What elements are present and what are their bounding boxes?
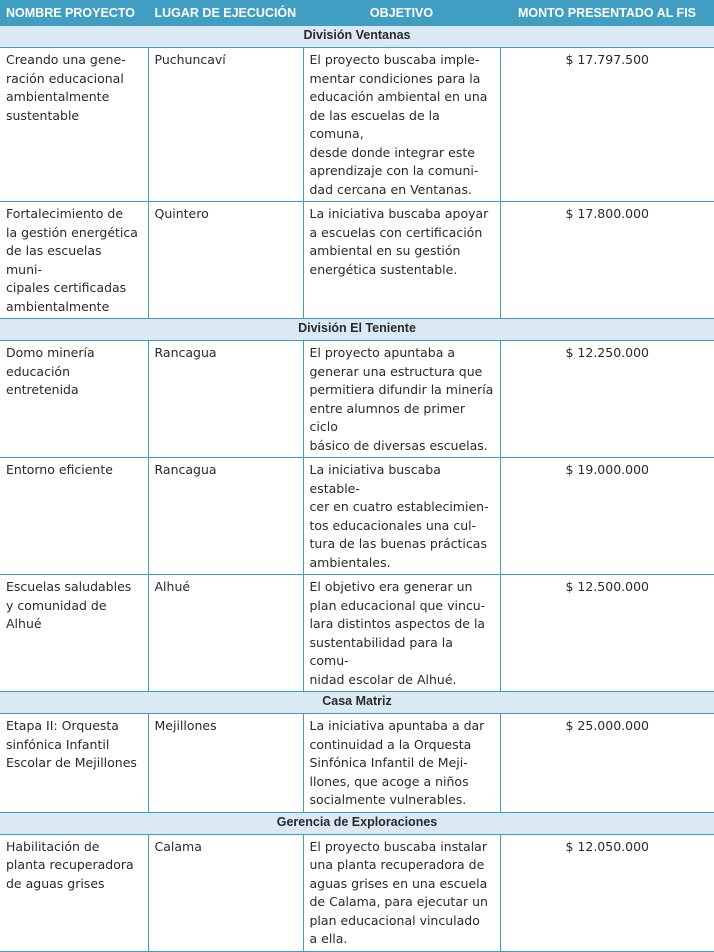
location-cell <box>148 202 303 319</box>
amount-cell <box>500 48 714 202</box>
amount-cell-text: $ 19.000.000 <box>565 462 649 477</box>
header-objective: OBJETIVO <box>303 0 500 26</box>
table-row <box>0 48 714 202</box>
location-cell <box>148 458 303 575</box>
table-row <box>0 575 714 692</box>
project-name-cell-text: Domo minería educación entretenida <box>6 345 95 397</box>
table-body <box>0 26 714 952</box>
section-row <box>0 812 714 834</box>
header-row <box>0 0 714 26</box>
objective-cell <box>303 48 500 202</box>
section-row <box>0 319 714 341</box>
section-title: División El Teniente <box>0 319 714 341</box>
header-amount: MONTO PRESENTADO AL FIS <box>500 0 714 26</box>
location-cell-text: Rancagua <box>154 345 217 360</box>
section-row <box>0 26 714 48</box>
objective-cell-text: El objetivo era generar un plan educacional que vincu- lara distintos aspectos de la sustentabilidad para la comu- nidad escolar de Alhué. <box>309 579 486 687</box>
location-cell-text: Rancagua <box>154 462 217 477</box>
table-header <box>0 0 714 26</box>
project-name-cell <box>0 575 148 692</box>
amount-cell-text: $ 12.250.000 <box>565 345 649 360</box>
table-row <box>0 341 714 458</box>
project-name-cell <box>0 48 148 202</box>
objective-cell <box>303 202 500 319</box>
project-name-cell <box>0 714 148 813</box>
table-row <box>0 202 714 319</box>
amount-cell <box>500 458 714 575</box>
amount-cell-text: $ 17.797.500 <box>565 52 649 67</box>
table-row <box>0 834 714 951</box>
location-cell <box>148 341 303 458</box>
amount-cell <box>500 202 714 319</box>
project-name-cell-text: Fortalecimiento de la gestión energética de las escuelas muni- cipales certificadas ambientalmente <box>6 206 138 314</box>
project-name-cell <box>0 458 148 575</box>
amount-cell-text: $ 25.000.000 <box>565 718 649 733</box>
section-title: Casa Matriz <box>0 692 714 714</box>
section-title: Gerencia de Exploraciones <box>0 812 714 834</box>
location-cell <box>148 834 303 951</box>
amount-cell <box>500 714 714 813</box>
header-location: LUGAR DE EJECUCIÓN <box>148 0 303 26</box>
amount-cell-text: $ 17.800.000 <box>565 206 649 221</box>
objective-cell-text: El proyecto buscaba imple- mentar condiciones para la educación ambiental en una de las escuelas de la comuna, desde donde integrar este aprendizaje con la comuni- dad cercana en Ventanas. <box>309 52 488 197</box>
header-project-name: NOMBRE PROYECTO <box>0 0 148 26</box>
objective-cell-text: La iniciativa buscaba estable- cer en cuatro establecimien- tos educacionales una cul- tura de las buenas prácticas ambientales. <box>309 462 489 570</box>
location-cell-text: Alhué <box>154 579 191 594</box>
location-cell-text: Quintero <box>154 206 209 221</box>
amount-cell <box>500 341 714 458</box>
project-name-cell-text: Entorno eficiente <box>6 462 113 477</box>
location-cell-text: Mejillones <box>154 718 217 733</box>
objective-cell-text: La iniciativa apuntaba a dar continuidad a la Orquesta Sinfónica Infantil de Meji- llones, que acoge a niños socialmente vulnerables. <box>309 718 485 807</box>
objective-cell <box>303 575 500 692</box>
objective-cell-text: El proyecto buscaba instalar una planta recuperadora de aguas grises en una escuela de Calama, para ejecutar un plan educacional vinculado a ella. <box>309 838 488 946</box>
table-row <box>0 714 714 813</box>
location-cell <box>148 714 303 813</box>
project-name-cell-text: Escuelas saludables y comunidad de Alhué <box>6 579 132 631</box>
objective-cell <box>303 341 500 458</box>
location-cell <box>148 48 303 202</box>
project-name-cell <box>0 341 148 458</box>
objective-cell <box>303 834 500 951</box>
project-name-cell <box>0 202 148 319</box>
objective-cell-text: La iniciativa buscaba apoyar a escuelas con certificación ambiental en su gestión energética sustentable. <box>309 206 489 277</box>
objective-cell-text: El proyecto apuntaba a generar una estructura que permitiera difundir la minería entre alumnos de primer ciclo básico de diversas escuelas. <box>309 345 494 453</box>
amount-cell <box>500 834 714 951</box>
location-cell-text: Calama <box>154 838 202 854</box>
project-name-cell-text: Creando una gene- ración educacional ambientalmente sustentable <box>6 52 126 123</box>
project-name-cell-text: Etapa II: Orquesta sinfónica Infantil Escolar de Mejillones <box>6 718 137 770</box>
project-name-cell-text: Habilitación de planta recuperadora de aguas grises <box>6 838 134 891</box>
location-cell-text: Puchuncaví <box>154 52 226 67</box>
objective-cell <box>303 714 500 813</box>
amount-cell-text: $ 12.500.000 <box>565 579 649 594</box>
project-name-cell <box>0 834 148 951</box>
amount-cell-text: $ 12.050.000 <box>565 838 649 854</box>
objective-cell <box>303 458 500 575</box>
location-cell <box>148 575 303 692</box>
section-row <box>0 692 714 714</box>
amount-cell <box>500 575 714 692</box>
table-row <box>0 458 714 575</box>
section-title: División Ventanas <box>0 26 714 48</box>
